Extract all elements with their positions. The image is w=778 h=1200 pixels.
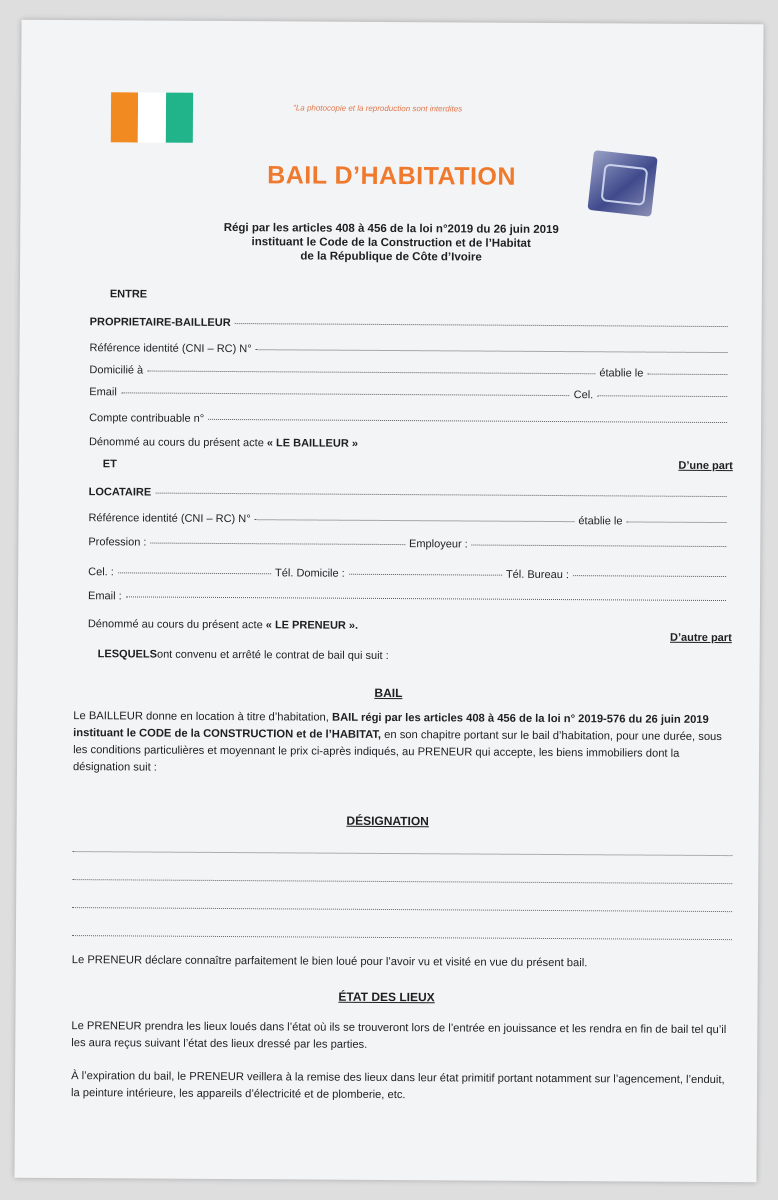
locataire-field[interactable]: LOCATAIRE [89, 486, 731, 502]
flag-green-stripe [165, 93, 193, 143]
designation-statement: Le PRENEUR déclare connaître parfaitement le bien loué pour l’avoir vu et visité en vue du présent bail. [71, 954, 588, 970]
designation-line-1[interactable] [72, 850, 732, 856]
hologram-seal-icon [587, 150, 657, 217]
profession-field[interactable]: Profession : Employeur : [88, 536, 730, 552]
et-label: ET [102, 458, 117, 471]
flag-orange-stripe [111, 92, 139, 142]
designation-line-2[interactable] [72, 878, 732, 884]
bail-heading: BAIL [374, 685, 403, 701]
compte-contribuable-field[interactable]: Compte contribuable n° [89, 412, 731, 428]
copy-notice: "La photocopie et la reproduction sont interdites [292, 103, 463, 114]
document-subtitle: Régi par les articles 408 à 456 de la loi n°2019 du 26 juin 2019 instituant le Code de la Construction et de l’Habitat de la République de Côte d’Ivoire [223, 221, 559, 264]
etat-des-lieux-heading: ÉTAT DES LIEUX [338, 989, 435, 1005]
designation-heading: DÉSIGNATION [346, 813, 429, 829]
email-locataire-field[interactable]: Email : [88, 590, 730, 606]
etat-paragraph-1: Le PRENEUR prendra les lieux loués dans l’état où ils se trouveront lors de l’entrée en jouissance et les rendra en fin de bail tel qu’il les aura reçus suivant l’état des lieux dressé par les parties. [71, 1020, 727, 1051]
dune-part-label: D’une part [678, 459, 733, 473]
flag-white-stripe [138, 92, 166, 142]
bail-paragraph: Le BAILLEUR donne en location à titre d’habitation, BAIL régi par les articles 408 à 456 de la loi n° 2019-576 du 26 juin 2019 instituant le CODE de la CONSTRUCTION et de l’HABITAT, en son chapitre portant sur le bail d’habitation, pour une durée, sous les conditions particulières et moyennant le prix ci-après indiqués, au PRENEUR qui accepte, les biens immobiliers dont la désignation suit : [72, 710, 722, 774]
lesquels-sentence: LESQUELS ont convenu et arrêté le contrat de bail qui suit : [97, 648, 389, 662]
telephones-field[interactable]: Cel. : Tél. Domicile : Tél. Bureau : [88, 566, 730, 582]
dautre-part-label: D’autre part [669, 631, 732, 645]
ref-identite-locataire-field[interactable]: Référence identité (CNI – RC) N° établie le [88, 512, 730, 528]
document-page [14, 20, 763, 1183]
denomme-preneur: Dénommé au cours du présent acte « LE PRENEUR ». [87, 618, 359, 632]
email-cel-field[interactable]: Email Cel. [89, 386, 731, 402]
proprietaire-field[interactable]: PROPRIETAIRE-BAILLEUR [90, 316, 732, 332]
designation-line-3[interactable] [72, 906, 732, 912]
etat-paragraph-2: À l’expiration du bail, le PRENEUR veillera à la remise des lieux dans leur état primitif portant notamment sur l’agencement, l’enduit, la peinture intérieure, les appareils d’électricité et de plomberie, etc. [70, 1070, 725, 1102]
ivory-coast-flag [111, 92, 193, 142]
ref-identite-field[interactable]: Référence identité (CNI – RC) N° [90, 342, 732, 358]
designation-line-4[interactable] [72, 934, 732, 940]
document-title: BAIL D’HABITATION [267, 161, 517, 191]
domicile-field[interactable]: Domicilié à établie le [89, 364, 731, 380]
denomme-bailleur: Dénommé au cours du présent acte « LE BAILLEUR » [88, 436, 359, 450]
entre-label: ENTRE [109, 288, 148, 301]
